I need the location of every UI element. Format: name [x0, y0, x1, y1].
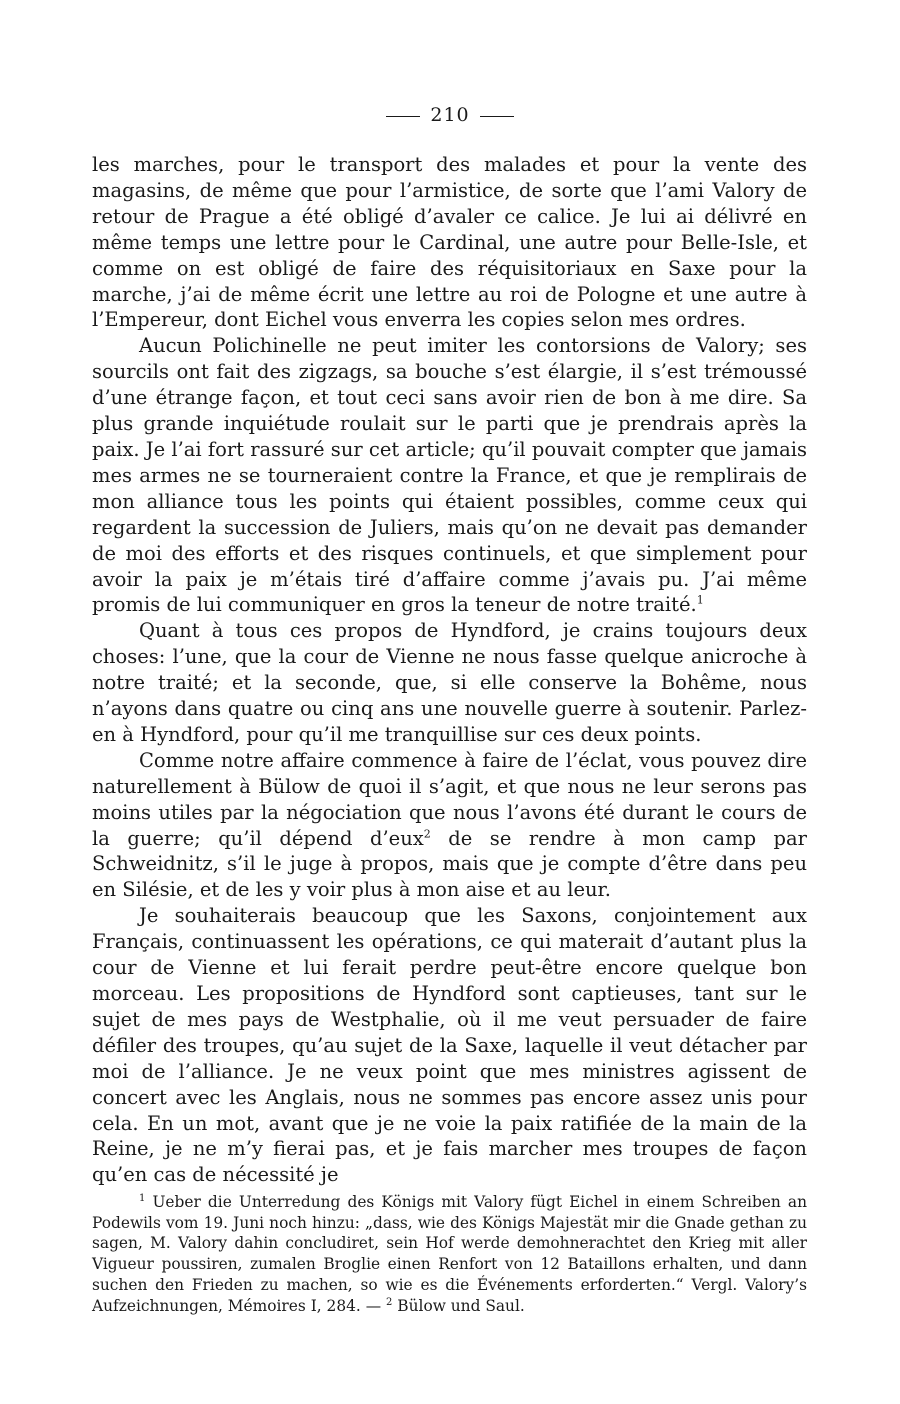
paragraph-1: les marches, pour le transport des malades et pour la vente des magasins, de même que pour l’armistice, de sorte que l’ami Valory de retour de Prague a été obligé d’avaler ce calice. Je lui ai délivré en même temps une lettre pour le Cardinal, une autre pour Belle-Isle, et comme on est obligé de faire des réquisitoriaux en Saxe pour la marche, j’ai de même écrit une lettre au roi de Pologne et une autre à l’Empereur, dont Eichel vous enverra les copies selon mes ordres.	[92, 153, 807, 332]
paragraph-4-text-b: de se rendre à mon camp par Schweidnitz, s’il le juge à propos, mais que je compte d’être dans peu en Silésie, et de les y voir plus à mon aise et au leur.	[92, 826, 807, 902]
footnotes	[92, 1192, 807, 1316]
paragraph-3: Quant à tous ces propos de Hyndford, je crains toujours deux choses: l’une, que la cour de Vienne ne nous fasse quelque anicroche à notre traité; et la seconde, que, si elle conserve la Bohême, nous n’ayons dans quatre ou cinq ans une nouvelle guerre à soutenir. Parlez-en à Hyndford, pour qu’il me tranquillise sur ces deux points.	[92, 619, 807, 746]
footnote-mark-1: 1	[139, 1192, 146, 1204]
paragraph-2	[92, 333, 807, 618]
paragraph-2-text: Aucun Polichinelle ne peut imiter les contorsions de Valory; ses sourcils ont fait des zigzags, sa bouche s’est élargie, il s’est trémoussé d’une étrange façon, et tout ceci sans avoir rien de bon à me dire. Sa plus grande inquiétude roulait sur le parti que je prendrais après la paix. Je l’ai fort rassuré sur cet article; qu’il pouvait compter que jamais mes armes ne se tourneraient contre la France, et que je remplirais de mon alliance tous les points qui étaient possibles, comme ceux qui regardent la succession de Juliers, mais qu’on ne devait pas demander de moi des efforts et des risques continuels, et que simplement pour avoir la paix je m’étais tiré d’affaire comme j’avais pu. J’ai même promis de lui communiquer en gros la teneur de notre traité.	[92, 334, 807, 617]
page-number: 210	[430, 104, 470, 126]
paragraph-5: Je souhaiterais beaucoup que les Saxons, conjointement aux Français, continuassent les opérations, ce qui materait d’autant plus la cour de Vienne et lui ferait perdre peut-être encore quelque bon morceau. Les propositions de Hyndford sont captieuses, tant sur le sujet de mes pays de Westphalie, où il me veut persuader de faire défiler des troupes, qu’au sujet de la Saxe, laquelle il veut détacher par moi de l’alliance. Je ne veux point que mes ministres agissent de concert avec les Anglais, nous ne sommes pas encore assez unis pour cela. En un mot, avant que je ne voie la paix ratifiée de la main de la Reine, je ne m’y fierai pas, et je fais marcher mes troupes de façon qu’en cas de nécessité je	[92, 904, 807, 1187]
footnote-mark-2: 2	[386, 1296, 393, 1308]
footnote-2-text: Bülow und Saul.	[397, 1296, 525, 1315]
paragraph-4-text-a: Comme notre affaire commence à faire de l’éclat, vous pouvez dire naturellement à Bülow de quoi il s’agit, et que nous ne leur serons pas moins utiles par la négociation que nous l’avons été durant le cours de la guerre; qu’il dépend d’eux	[92, 748, 807, 850]
main-text	[92, 152, 807, 1188]
header-dash-left	[386, 116, 420, 117]
page-header	[0, 104, 900, 126]
paragraph-4	[92, 748, 807, 903]
footnote-ref-1: 1	[696, 593, 704, 607]
footnote-ref-2: 2	[423, 827, 431, 841]
footnote	[92, 1192, 807, 1316]
footnote-1-text: Ueber die Unterredung des Königs mit Valory fügt Eichel in einem Schreiben an Podewils vom 19. Juni noch hinzu: „dass, wie des Königs Majestät mir die Gnade gethan zu sagen, M. Valory dahin concludiret, sein Hof werde demohnerachtet den Krieg mit aller Vigueur poussiren, zumalen Broglie einen Renfort von 12 Bataillons erhalten, und dann suchen den Frieden zu machen, so wie es die Événements erforderten.“ Vergl. Valory’s Aufzeichnungen, Mémoires I, 284. —	[92, 1193, 807, 1315]
header-dash-right	[480, 116, 514, 117]
